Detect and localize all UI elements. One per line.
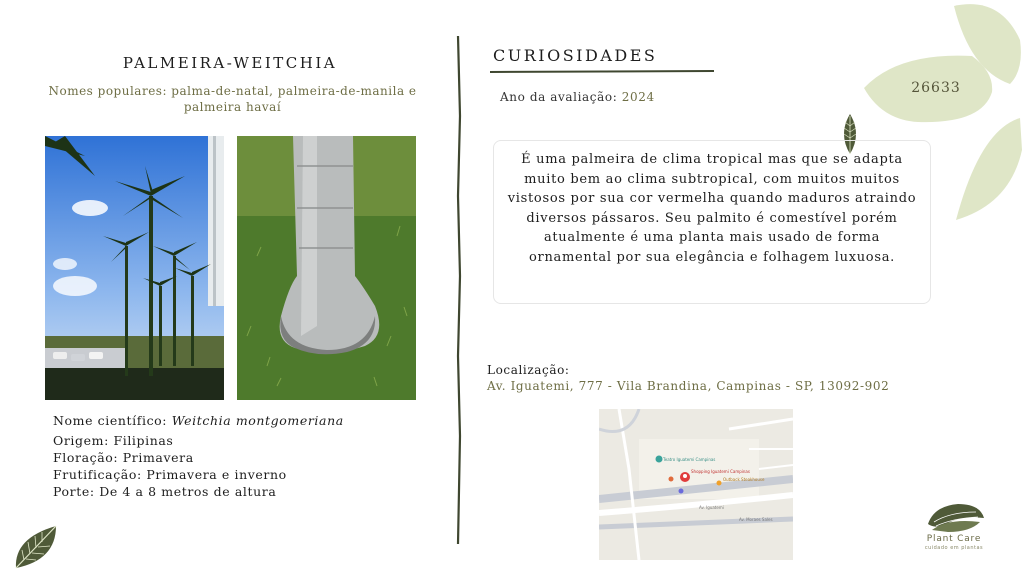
origin: Origem: Filipinas <box>53 433 174 448</box>
evaluation-year <box>500 90 655 104</box>
scientific-name-label: Nome científico: <box>53 413 168 428</box>
brand-tagline: cuidado em plantas <box>924 545 984 551</box>
map-pin-icon <box>656 456 663 463</box>
map-label: Av. Iguatemi <box>699 505 724 510</box>
plant-code: 26633 <box>911 80 961 96</box>
palm-trunk-photo <box>237 136 416 400</box>
scientific-name-value: Weitchia montgomeriana <box>171 413 344 428</box>
location-address: Av. Iguatemi, 777 - Vila Brandina, Campinas - SP, 13092-902 <box>487 379 890 393</box>
popular-names: Nomes populares: palma-de-natal, palmeira-de-manila e palmeira havaí <box>48 84 417 114</box>
fruiting: Frutificação: Primavera e inverno <box>53 467 287 482</box>
map-label: Av. Moraes Sales <box>739 517 773 522</box>
map-label: Teatro Iguatemi Campinas <box>663 457 716 462</box>
leaf-corner-icon <box>12 524 60 570</box>
curiosities-text: É uma palmeira de clima tropical mas que se adapta muito bem ao clima subtropical, com muitos muitos vistosos por sua cor vermelha quando maduros atraindo diversos pássaros. Seu palmito é comestível porém atualmente é uma planta mais usado de forma ornamental por sua elegância e folhagem luxuosa. <box>507 152 917 265</box>
evaluation-year-value: 2024 <box>621 90 655 104</box>
plant-title: PALMEIRA-WEITCHIA <box>122 54 338 72</box>
size: Porte: De 4 a 8 metros de altura <box>53 484 277 499</box>
divider-line <box>452 36 466 544</box>
curiosities-title: CURIOSIDADES <box>493 46 658 65</box>
map-label: Outback Steakhouse <box>723 477 765 482</box>
flowering: Floração: Primavera <box>53 450 194 465</box>
curiosities-card <box>493 140 931 304</box>
scientific-name <box>53 412 344 429</box>
title-underline <box>490 68 714 76</box>
plant-facts <box>53 412 344 500</box>
brand-name: Plant Care <box>926 534 982 544</box>
evaluation-year-label: Ano da avaliação: <box>500 90 618 104</box>
location-map[interactable] <box>599 409 793 560</box>
palm-trees-photo <box>45 136 224 400</box>
location-label: Localização: <box>487 363 570 377</box>
map-label: Shopping Iguatemi Campinas <box>691 469 750 474</box>
